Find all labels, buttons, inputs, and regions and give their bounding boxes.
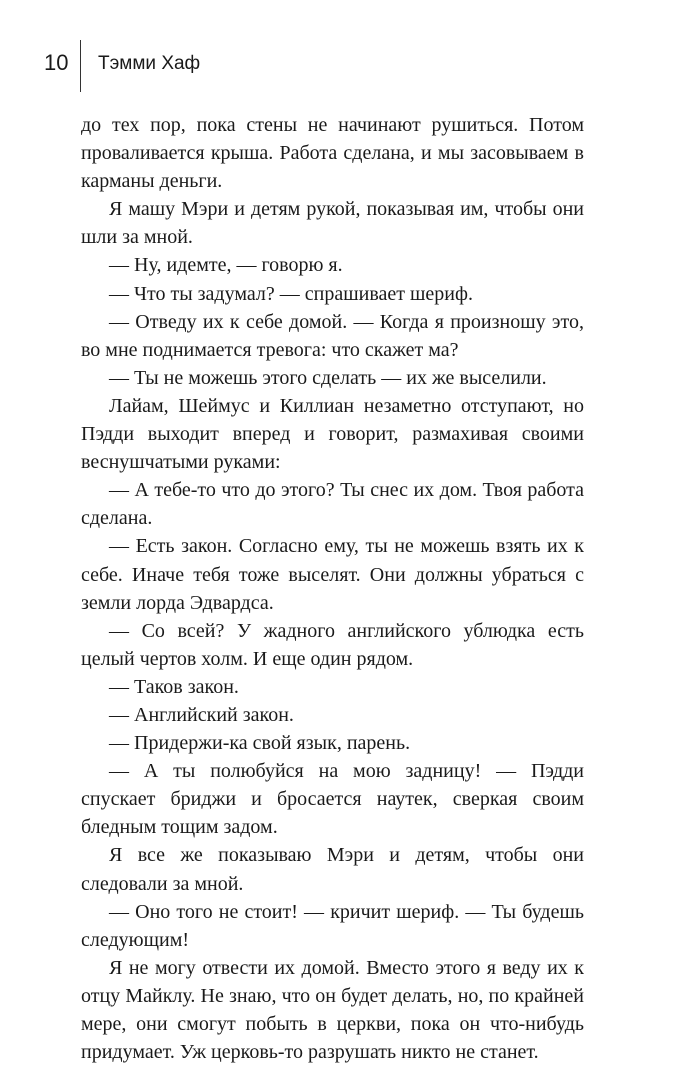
running-title-author: Тэмми Хаф [98,53,201,74]
paragraph: — Что ты задумал? — спрашивает шериф. [109,282,473,305]
paragraph: до тех пор, пока стены не начинают рушиться. Потом проваливается крыша. Работа сделана, и мы засовываем в карманы деньги. [81,114,584,193]
paragraph: Я не могу отвести их домой. Вместо этого я веду их к отцу Майклу. Не знаю, что он будет делать, но, по крайней мере, они смогут побыть в церкви, пока он что-нибудь придумает. Уж церковь-то разрушать никто не станет. [81,956,584,1064]
paragraph: Лайам, Шеймус и Киллиан незаметно отступают, но Пэдди выходит вперед и говорит, размахивая своими веснушчатыми руками: [81,394,584,474]
paragraph: Я все же показываю Мэри и детям, чтобы они следовали за мной. [81,844,584,895]
paragraph: — Ты не можешь этого сделать — их же выселили. [109,366,547,389]
paragraph: — Придержи-ка свой язык, парень. [109,732,411,755]
page-number: 10 [44,50,69,75]
paragraph: — Есть закон. Согласно ему, ты не можешь взять их к себе. Иначе тебя тоже выселят. Они должны убраться с земли лорда Эдвардса. [81,535,584,614]
page-header [0,40,675,92]
body-text [81,111,584,1066]
paragraph: — А тебе-то что до этого? Ты снес их дом. Твоя работа сделана. [81,479,584,530]
header-divider [80,40,81,92]
paragraph: — Ну, идемте, — говорю я. [109,254,343,277]
paragraph: — Оно того не стоит! — кричит шериф. — Ты будешь следующим! [81,900,584,951]
paragraph: — Таков закон. [109,675,239,698]
paragraph: — Английский закон. [109,703,294,726]
paragraph: Я машу Мэри и детям рукой, показывая им, чтобы они шли за мной. [81,198,584,249]
paragraph: — Отведу их к себе домой. — Когда я произношу это, во мне поднимается тревога: что скажет ма? [81,310,584,361]
paragraph: — Со всей? У жадного английского ублюдка есть целый чертов холм. И еще один рядом. [81,619,584,670]
paragraph: — А ты полюбуйся на мою задницу! — Пэдди спускает бриджи и бросается наутек, сверкая своим бледным тощим задом. [81,760,584,839]
